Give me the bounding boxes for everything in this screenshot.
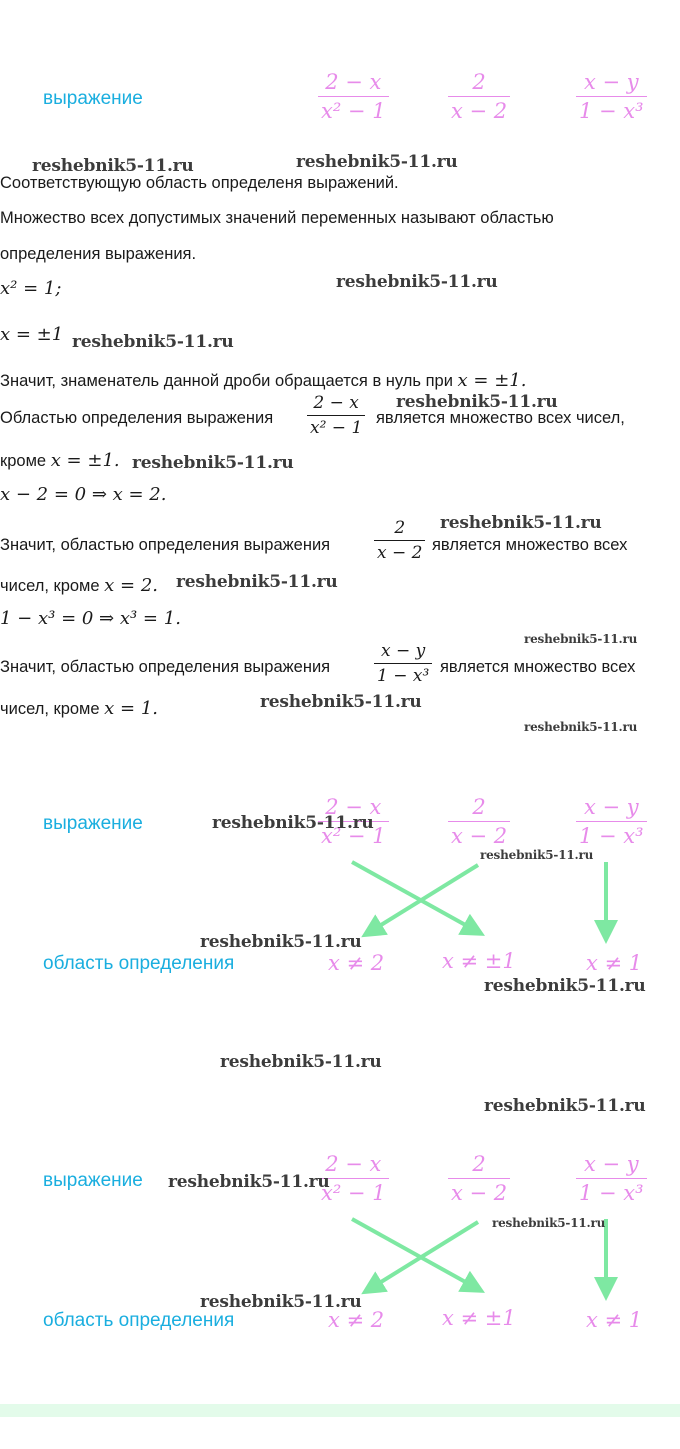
text-line-6: кроме x = ±1. (0, 450, 120, 471)
diagram-1-domain-label: область определения (43, 953, 235, 974)
diagram-1-expression-label: выражение (43, 813, 143, 834)
equation-1: x² = 1; (0, 278, 62, 299)
diagram-2-expression-label: выражение (43, 1170, 143, 1191)
watermark: reshebnik5-11.ru (524, 720, 638, 734)
watermark: reshebnik5-11.ru (32, 156, 194, 176)
text-line-8: чисел, кроме x = 2. (0, 575, 159, 596)
watermark: reshebnik5-11.ru (72, 332, 234, 352)
text-line-9: Значит, областью определения выражения (0, 658, 331, 676)
arrow-f1-to-d2 (352, 1219, 478, 1289)
diagram-2-domain-2: x ≠ ±1 (442, 1306, 516, 1330)
text-line-1: Соответствующую область определеня выражений. (0, 174, 399, 192)
watermark: reshebnik5-11.ru (212, 813, 374, 833)
watermark: reshebnik5-11.ru (524, 632, 638, 646)
text-line-4: Значит, знаменатель данной дроби обращается в нуль при x = ±1. (0, 370, 527, 391)
watermark: reshebnik5-11.ru (480, 848, 594, 862)
watermark: reshebnik5-11.ru (440, 513, 602, 533)
watermark: reshebnik5-11.ru (484, 1096, 646, 1116)
diagram-2-fraction-2: 2 x − 2 (448, 1152, 510, 1205)
footer-bar (0, 1404, 680, 1417)
text-line-5-tail: является множество всех чисел, (376, 409, 625, 427)
watermark: reshebnik5-11.ru (168, 1172, 330, 1192)
diagram-1-domain-3: x ≠ 1 (586, 951, 643, 975)
text-line-7: Значит, областью определения выражения (0, 536, 331, 554)
fraction-1: 2 − x x² − 1 (318, 70, 389, 123)
text-line-9-tail: является множество всех (440, 658, 636, 676)
diagram-1-fraction-2: 2 x − 2 (448, 795, 510, 848)
watermark: reshebnik5-11.ru (200, 1292, 362, 1312)
diagram-1-fraction-3: x − y 1 − x³ (576, 795, 647, 848)
inline-fraction-2: 2 x − 2 (374, 518, 425, 563)
text-line-10: чисел, кроме x = 1. (0, 698, 159, 719)
diagram-2-domain-3: x ≠ 1 (586, 1308, 643, 1332)
watermark: reshebnik5-11.ru (200, 932, 362, 952)
watermark: reshebnik5-11.ru (336, 272, 498, 292)
inline-fraction-3: x − y 1 − x³ (374, 641, 432, 686)
diagram-2-fraction-1: 2 − x x² − 1 (318, 1152, 389, 1205)
equation-2: x = ±1 (0, 324, 64, 345)
diagram-1-domain-1: x ≠ 2 (328, 951, 385, 975)
watermark: reshebnik5-11.ru (260, 692, 422, 712)
watermark: reshebnik5-11.ru (220, 1052, 382, 1072)
equation-3: x − 2 = 0 ⇒ x = 2. (0, 484, 167, 505)
diagram-1-fraction-1: 2 − x x² − 1 (318, 795, 389, 848)
watermark: reshebnik5-11.ru (484, 976, 646, 996)
watermark: reshebnik5-11.ru (176, 572, 338, 592)
diagram-2-domain-label: область определения (43, 1310, 235, 1331)
fraction-2: 2 x − 2 (448, 70, 510, 123)
diagram-2-domain-1: x ≠ 2 (328, 1308, 385, 1332)
text-line-5: Областью определения выражения (0, 409, 274, 427)
watermark: reshebnik5-11.ru (296, 152, 458, 172)
text-line-2: Множество всех допустимых значений переменных называют областью (0, 209, 554, 227)
equation-4: 1 − x³ = 0 ⇒ x³ = 1. (0, 608, 181, 629)
watermark: reshebnik5-11.ru (396, 392, 558, 412)
inline-fraction-1: 2 − x x² − 1 (307, 393, 365, 438)
arrow-f1-to-d2 (352, 862, 478, 932)
watermark: reshebnik5-11.ru (492, 1216, 606, 1230)
diagram-1-domain-2: x ≠ ±1 (442, 949, 516, 973)
diagram-2-fraction-3: x − y 1 − x³ (576, 1152, 647, 1205)
expression-label: выражение (43, 88, 143, 109)
text-line-3: определения выражения. (0, 245, 197, 263)
text-line-7-tail: является множество всех (432, 536, 628, 554)
fraction-3: x − y 1 − x³ (576, 70, 647, 123)
watermark: reshebnik5-11.ru (132, 453, 294, 473)
